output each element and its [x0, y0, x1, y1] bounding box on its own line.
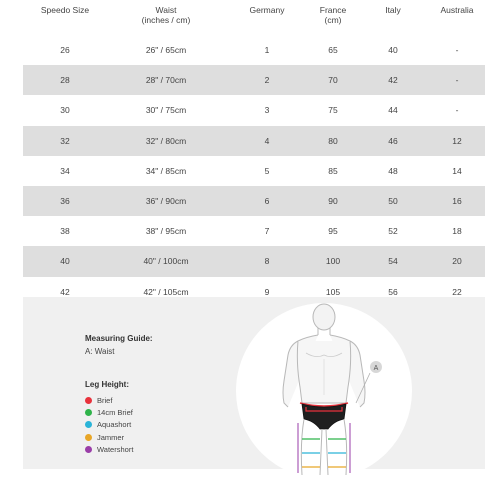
legend-color-dot-icon — [85, 397, 92, 404]
australia-cell: 18 — [452, 226, 462, 237]
italy-cell: 42 — [357, 65, 429, 95]
table-row — [23, 35, 485, 65]
legend-color-dot-icon — [85, 421, 92, 428]
france-cell: 95 — [328, 226, 338, 237]
legend-label: Brief — [97, 395, 113, 405]
header-label: Waist — [155, 5, 177, 15]
france-cell: 65 — [328, 45, 338, 56]
legend-label: Aquashort — [97, 420, 132, 430]
waist-cell: 40" / 100cm — [107, 246, 225, 276]
france-cell: 90 — [309, 186, 357, 216]
australia-cell: 16 — [429, 186, 485, 216]
waist-note: A: Waist — [85, 347, 115, 356]
italy-cell: 46 — [357, 126, 429, 156]
legend-item — [85, 394, 133, 406]
waist-cell: 38" / 95cm — [145, 226, 187, 237]
italy-cell: 52 — [388, 226, 398, 237]
legend-item — [85, 419, 133, 431]
measuring-guide-panel — [23, 297, 485, 469]
germany-cell: 5 — [264, 165, 270, 176]
speedo-size-cell: 30 — [60, 105, 70, 116]
italy-cell: 44 — [388, 105, 398, 116]
size-table — [23, 0, 485, 337]
italy-cell: 54 — [357, 246, 429, 276]
legend-color-dot-icon — [85, 446, 92, 453]
header-label: Germany — [249, 5, 285, 15]
germany-cell: 9 — [264, 286, 270, 297]
leg-height-title: Leg Height: — [85, 380, 129, 389]
australia-cell: - — [455, 45, 459, 56]
italy-cell: 50 — [357, 186, 429, 216]
header-label: Speedo Size — [40, 5, 90, 15]
speedo-size-cell: 26 — [60, 45, 70, 56]
speedo-size-cell: 42 — [60, 286, 70, 297]
germany-cell: 3 — [264, 105, 270, 116]
legend-item — [85, 444, 133, 456]
italy-cell: 48 — [388, 165, 398, 176]
waist-cell: 42" / 105cm — [143, 286, 189, 297]
header-label: Australia — [440, 5, 474, 15]
france-cell: 80 — [309, 126, 357, 156]
header-sublabel: (cm) — [324, 15, 342, 25]
waist-marker-label: A — [373, 365, 379, 372]
italy-header — [357, 0, 429, 35]
table-row — [23, 95, 485, 125]
header-row — [23, 0, 485, 35]
waist-cell: 32" / 80cm — [107, 126, 225, 156]
legend-label: Watershort — [97, 445, 134, 455]
table-body — [23, 35, 485, 337]
germany-cell: 8 — [225, 246, 309, 276]
france-cell: 85 — [328, 165, 338, 176]
germany-cell: 2 — [225, 65, 309, 95]
table-row — [23, 216, 485, 246]
table-row — [23, 186, 485, 216]
speedo-size-cell: 36 — [23, 186, 107, 216]
australia-cell: - — [455, 105, 459, 116]
legend-color-dot-icon — [85, 434, 92, 441]
body-figure-illustration — [236, 303, 412, 475]
waist-cell: 26" / 65cm — [145, 45, 187, 56]
australia-cell: 12 — [429, 126, 485, 156]
australia-cell: 20 — [429, 246, 485, 276]
italy-cell: 56 — [388, 286, 398, 297]
australia-header — [429, 0, 485, 35]
speedo-size-cell: 38 — [60, 226, 70, 237]
speedo-size-cell: 34 — [60, 165, 70, 176]
speedo-size-cell: 32 — [23, 126, 107, 156]
waist-header — [107, 0, 225, 35]
leg-height-legend — [85, 394, 133, 456]
australia-cell: 22 — [452, 286, 462, 297]
legend-label: 14cm Brief — [97, 408, 133, 418]
germany-cell: 7 — [264, 226, 270, 237]
france-cell: 70 — [309, 65, 357, 95]
france-cell: 75 — [328, 105, 338, 116]
legend-item — [85, 431, 133, 443]
legend-label: Jammer — [97, 432, 125, 442]
france-cell: 105 — [325, 286, 341, 297]
header-sublabel: (inches / cm) — [141, 15, 191, 25]
table-row — [23, 126, 485, 156]
germany-cell: 1 — [264, 45, 270, 56]
france-header — [309, 0, 357, 35]
legend-item — [85, 406, 133, 418]
germany-cell: 4 — [225, 126, 309, 156]
germany-header — [225, 0, 309, 35]
australia-cell: 14 — [452, 165, 462, 176]
speedo-size-cell: 28 — [23, 65, 107, 95]
waist-cell: 28" / 70cm — [107, 65, 225, 95]
germany-cell: 6 — [225, 186, 309, 216]
header-label: Italy — [385, 5, 401, 15]
waist-cell: 34" / 85cm — [145, 165, 187, 176]
italy-cell: 40 — [388, 45, 398, 56]
speedo-size-cell: 40 — [23, 246, 107, 276]
waist-cell: 36" / 90cm — [107, 186, 225, 216]
table-row — [23, 156, 485, 186]
legend-color-dot-icon — [85, 409, 92, 416]
france-cell: 100 — [309, 246, 357, 276]
waist-cell: 30" / 75cm — [145, 105, 187, 116]
australia-cell: - — [429, 65, 485, 95]
header-label: France — [319, 5, 347, 15]
table-row — [23, 246, 485, 276]
speedo-size-header — [23, 0, 107, 35]
measuring-guide-title: Measuring Guide: — [85, 334, 153, 343]
table-row — [23, 65, 485, 95]
